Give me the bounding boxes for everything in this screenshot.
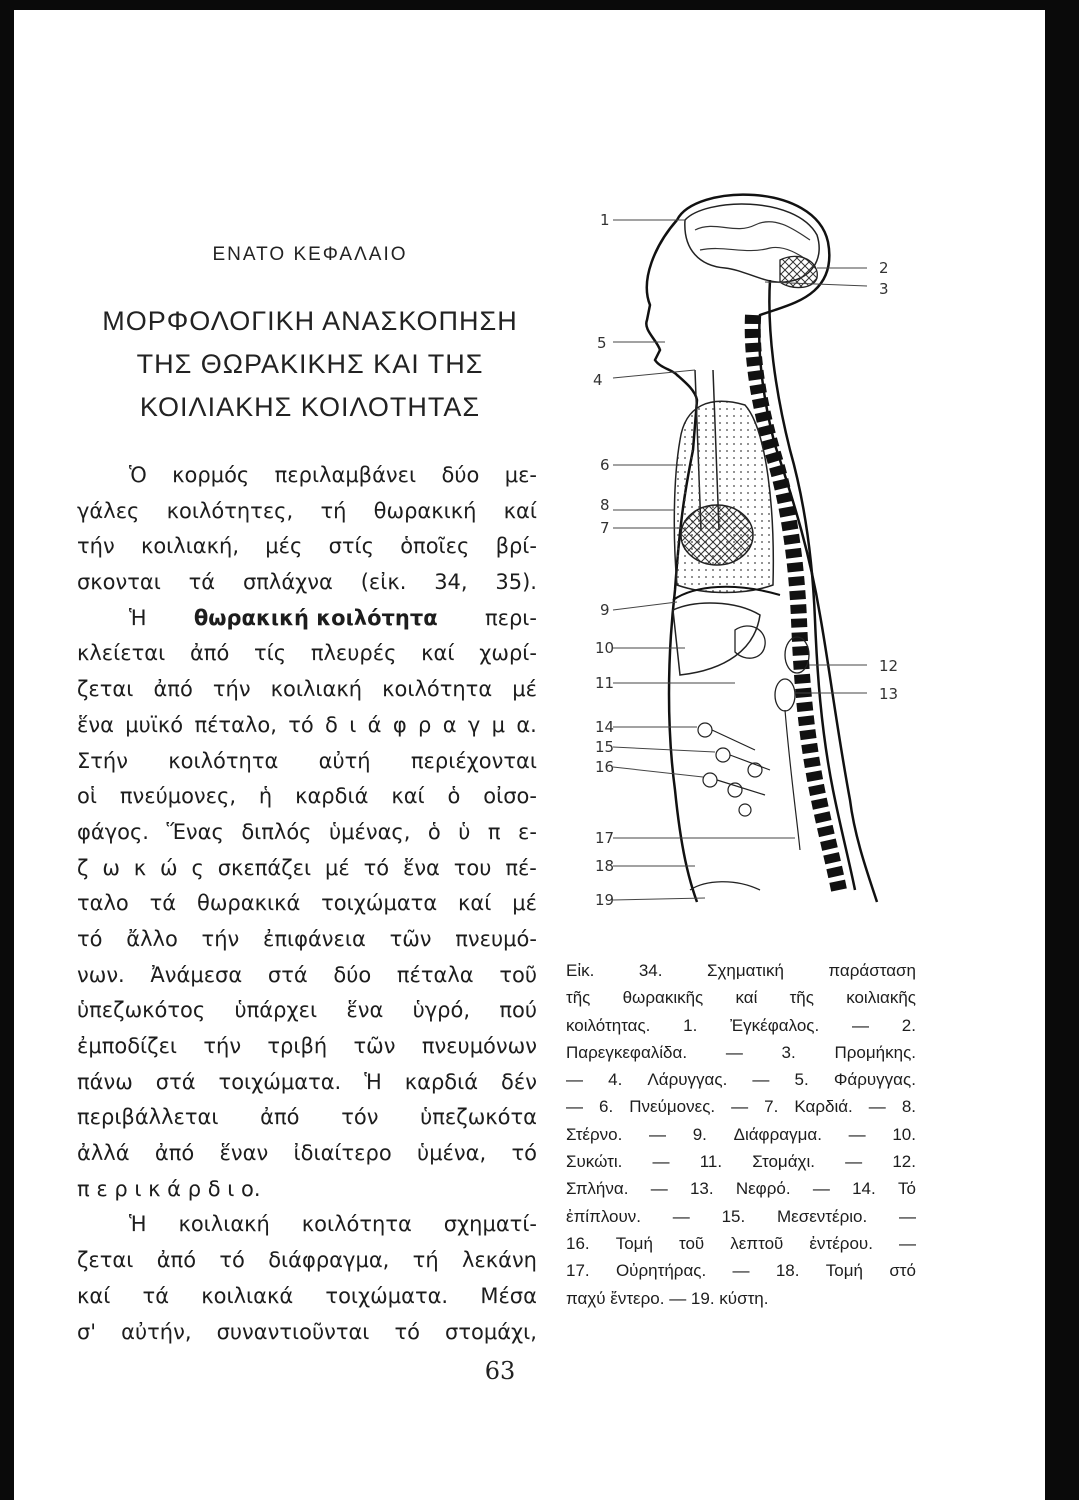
text-word: α. bbox=[516, 712, 537, 737]
text-word: αὐτή bbox=[318, 748, 371, 773]
text-word: Σπλήνα. bbox=[566, 1179, 629, 1199]
text-word: ζεται bbox=[77, 677, 134, 702]
text-word: α bbox=[442, 712, 457, 737]
text-word: οἱ bbox=[77, 784, 97, 809]
figure-label-15: 15 bbox=[595, 738, 615, 756]
text-word: παράσταση bbox=[828, 961, 916, 980]
text-word: Διάφραγμα. bbox=[733, 1124, 822, 1144]
figure-label-8: 8 bbox=[600, 496, 610, 514]
caption-line bbox=[566, 1012, 916, 1039]
text-word: ἀπό bbox=[189, 641, 230, 666]
text-word: ἀπό bbox=[156, 1248, 197, 1273]
text-word: 8. bbox=[901, 1097, 916, 1117]
chapter-label: ΕΝΑΤΟ ΚΕΦΑΛΑΙΟ bbox=[212, 244, 408, 265]
text-word: λεπτοῦ bbox=[730, 1233, 784, 1253]
text-line bbox=[77, 1136, 537, 1172]
text-line bbox=[77, 1100, 537, 1136]
text-word: τήν bbox=[77, 534, 115, 559]
text-word: σκεπάζει bbox=[217, 855, 312, 880]
text-word: τό bbox=[77, 926, 103, 951]
text-word: στό bbox=[889, 1261, 916, 1281]
text-word: ζεται bbox=[77, 1248, 134, 1273]
text-word: κοιλιακή bbox=[270, 677, 363, 702]
text-word: γ bbox=[467, 712, 481, 737]
text-word: τοιχώματα bbox=[321, 891, 438, 916]
text-word: ὑπεζωκότα bbox=[420, 1105, 537, 1130]
text-word: Ἡ bbox=[129, 605, 147, 630]
intestine-loops bbox=[698, 723, 770, 816]
text-word: σ' bbox=[77, 1319, 97, 1344]
text-word: ὁποῖες bbox=[400, 534, 470, 559]
figure-label-19: 19 bbox=[595, 891, 615, 909]
text-word: δύο bbox=[333, 962, 372, 987]
spinal-cord bbox=[769, 280, 855, 890]
text-word: ω bbox=[102, 855, 120, 880]
text-word: Παρεγκεφαλίδα. bbox=[566, 1042, 688, 1062]
text-word: 15. bbox=[721, 1206, 746, 1226]
text-word: πέ- bbox=[505, 855, 537, 880]
caption-line bbox=[566, 1093, 916, 1120]
text-word: τό bbox=[511, 1141, 537, 1166]
text-word: ὁ bbox=[447, 784, 461, 809]
text-line bbox=[77, 886, 537, 922]
text-word: τήν bbox=[212, 677, 251, 702]
text-word: κοιλιακά bbox=[201, 1283, 294, 1308]
text-word: ρ bbox=[418, 712, 432, 737]
text-word: τήν bbox=[201, 926, 240, 951]
text-word: δ bbox=[325, 712, 338, 737]
text-word: περι- bbox=[484, 605, 537, 630]
text-word: τή bbox=[320, 498, 347, 523]
figure-label-17: 17 bbox=[595, 829, 615, 847]
chapter-title bbox=[70, 300, 550, 429]
text-word: 34, bbox=[434, 570, 468, 595]
figure-label-4: 4 bbox=[593, 371, 603, 389]
text-word: καί bbox=[503, 498, 537, 523]
text-word: — bbox=[731, 1097, 749, 1117]
text-line bbox=[77, 744, 537, 780]
text-word: — bbox=[725, 1042, 743, 1062]
caption-line bbox=[566, 1066, 916, 1093]
text-word: τό bbox=[394, 1319, 420, 1344]
text-word: περιβάλλεται bbox=[77, 1105, 219, 1130]
text-word: τοιχώματα. bbox=[218, 1069, 342, 1094]
text-word: — bbox=[732, 1261, 750, 1281]
ureter bbox=[785, 710, 800, 850]
text-word: ὑμένας, bbox=[328, 819, 411, 844]
text-line bbox=[77, 565, 537, 601]
text-line bbox=[77, 1279, 537, 1315]
text-word: ὑγρό, bbox=[412, 998, 471, 1023]
text-word: π bbox=[487, 819, 501, 844]
text-line bbox=[77, 922, 537, 958]
text-word: του bbox=[453, 855, 492, 880]
text-word: Ἕνας bbox=[166, 819, 224, 844]
text-word: τόν bbox=[341, 1105, 379, 1130]
text-word: μές bbox=[265, 534, 303, 559]
heart-icon bbox=[681, 505, 753, 565]
text-line bbox=[77, 601, 537, 637]
text-word: ώ bbox=[160, 855, 178, 880]
vertebral-column bbox=[753, 315, 839, 890]
text-word: τοῦ bbox=[499, 962, 537, 987]
text-word: κοιλιακῆς bbox=[846, 988, 916, 1008]
text-word: νων. bbox=[77, 962, 125, 987]
text-word: πέταλα bbox=[396, 962, 474, 987]
text-word: — bbox=[898, 1206, 916, 1226]
text-line bbox=[77, 1029, 537, 1065]
text-word: Πνεύμονες. bbox=[629, 1097, 716, 1117]
text-word: ἕναν bbox=[219, 1141, 269, 1166]
text-word: πλευρές bbox=[310, 641, 397, 666]
text-word: — bbox=[845, 1152, 863, 1172]
text-word: δέν bbox=[501, 1069, 537, 1094]
text-word: — bbox=[899, 1233, 916, 1253]
text-line: π ε ρ ι κ ά ρ δ ι ο. bbox=[77, 1176, 261, 1201]
text-word: Νεφρό. bbox=[735, 1179, 791, 1199]
text-word: τά bbox=[188, 570, 216, 595]
text-word: δύο bbox=[441, 463, 480, 487]
caption-line bbox=[566, 1121, 916, 1148]
text-word: τῆς bbox=[566, 988, 591, 1008]
text-word: τοιχώματα. bbox=[325, 1283, 449, 1308]
text-word: — bbox=[812, 1179, 830, 1199]
text-word: — bbox=[650, 1179, 668, 1199]
text-word: ς bbox=[191, 855, 204, 880]
text-word: (εἰκ. bbox=[360, 570, 407, 595]
text-word: τοῦ bbox=[679, 1233, 705, 1253]
text-word: καί bbox=[735, 988, 758, 1008]
caption-line bbox=[566, 1203, 916, 1230]
text-line bbox=[77, 958, 537, 994]
text-word: τά bbox=[142, 1283, 170, 1308]
text-word: τῆς bbox=[789, 988, 814, 1008]
caption-line bbox=[566, 1039, 916, 1066]
text-word: ἰδιαίτερο bbox=[293, 1141, 392, 1166]
text-word: σπλάχνα bbox=[242, 570, 333, 595]
text-word: ἡ bbox=[258, 784, 273, 809]
text-line bbox=[77, 1243, 537, 1279]
text-word: Στήν bbox=[77, 748, 128, 773]
text-word: ι bbox=[349, 712, 357, 737]
kidney-icon bbox=[775, 679, 795, 711]
text-word: 11. bbox=[699, 1152, 723, 1172]
text-line bbox=[77, 779, 537, 815]
text-word: κοιλότητες, bbox=[166, 498, 294, 523]
page-number: 63 bbox=[484, 1357, 516, 1385]
caption-line bbox=[566, 957, 916, 984]
text-word: τό bbox=[288, 712, 314, 737]
text-word: αὐτήν, bbox=[121, 1319, 192, 1344]
text-word: ἀπό bbox=[260, 1105, 300, 1130]
figure-label-16: 16 bbox=[595, 758, 615, 776]
text-word: κοιλιακή, bbox=[140, 534, 240, 559]
figure-label-12: 12 bbox=[879, 657, 899, 675]
text-line bbox=[77, 636, 537, 672]
text-word: τό bbox=[219, 1248, 245, 1273]
text-word: καρδιά bbox=[404, 1069, 479, 1094]
text-word: κοιλότητας. bbox=[566, 1015, 651, 1035]
text-word: — bbox=[649, 1124, 667, 1144]
text-word: Καρδιά. bbox=[794, 1097, 853, 1117]
text-word: Οὐρητήρας. bbox=[615, 1261, 707, 1281]
text-word: θωρακικά bbox=[196, 891, 301, 916]
text-word: θωρακικῆς bbox=[622, 988, 704, 1008]
text-word: 9. bbox=[692, 1124, 707, 1144]
text-word: 2. bbox=[901, 1015, 916, 1035]
text-word: καί bbox=[458, 891, 492, 916]
figure-label-3: 3 bbox=[879, 280, 889, 298]
text-word: Στομάχι. bbox=[752, 1152, 815, 1172]
text-word: κοιλότητα bbox=[301, 1212, 412, 1237]
text-word: ἐπίπλουν. bbox=[566, 1206, 642, 1226]
caption-line bbox=[566, 1230, 916, 1257]
text-word: πάνω bbox=[77, 1069, 133, 1094]
figure-label-10: 10 bbox=[595, 639, 615, 657]
text-word: Στέρνο. bbox=[566, 1124, 623, 1144]
chapter-title-line: ΚΟΙΛΙΑΚΗΣ ΚΟΙΛΟΤΗΤΑΣ bbox=[139, 392, 481, 422]
bladder-icon bbox=[690, 882, 760, 890]
text-line bbox=[77, 993, 537, 1029]
text-word: — bbox=[652, 1152, 670, 1172]
text-word: — bbox=[752, 1070, 770, 1090]
text-word: διάφραγμα, bbox=[268, 1248, 390, 1273]
figure-label-14: 14 bbox=[595, 718, 615, 736]
text-word: μυϊκό bbox=[125, 712, 184, 737]
anatomy-diagram bbox=[585, 190, 915, 910]
text-word: 7. bbox=[764, 1097, 779, 1117]
text-word: — bbox=[852, 1015, 869, 1035]
text-word: πού bbox=[499, 998, 537, 1023]
figure-label-5: 5 bbox=[597, 334, 607, 352]
text-word: Προμήκης. bbox=[834, 1042, 916, 1062]
text-word: φάγος. bbox=[77, 819, 149, 844]
text-word: περιέχονται bbox=[410, 748, 537, 773]
text-word: — bbox=[848, 1124, 866, 1144]
text-word: λεκάνη bbox=[461, 1248, 537, 1273]
text-word: ά bbox=[367, 712, 382, 737]
text-word: ἀπό bbox=[154, 1141, 195, 1166]
text-word: καί bbox=[77, 1283, 111, 1308]
text-word: κοιλιακή bbox=[178, 1212, 270, 1237]
text-word: διπλός bbox=[241, 819, 312, 844]
text-word: 5. bbox=[794, 1070, 809, 1090]
text-word: 1. bbox=[683, 1015, 698, 1035]
chapter-title-line: ΜΟΡΦΟΛΟΓΙΚΗ ΑΝΑΣΚΟΠΗΣΗ bbox=[102, 306, 518, 336]
text-word: 18. bbox=[775, 1261, 800, 1281]
body-text bbox=[77, 458, 537, 1350]
text-word: Φάρυγγας. bbox=[833, 1070, 916, 1090]
text-word: Τό bbox=[897, 1179, 916, 1199]
caption-line bbox=[566, 1257, 916, 1284]
text-word: ὁ bbox=[427, 819, 441, 844]
text-line bbox=[77, 529, 537, 565]
figure-label-6: 6 bbox=[600, 456, 610, 474]
text-line bbox=[77, 708, 537, 744]
text-word: πνευμό- bbox=[455, 926, 537, 951]
text-word: Ἐγκέφαλος. bbox=[730, 1015, 820, 1035]
text-word: πέταλο, bbox=[194, 712, 277, 737]
text-word: καί bbox=[391, 784, 425, 809]
text-line bbox=[77, 672, 537, 708]
scan-top-edge bbox=[0, 0, 1079, 10]
text-word: ἐμποδίζει bbox=[77, 1034, 178, 1058]
text-word: με- bbox=[504, 463, 537, 487]
text-word: Ἡ bbox=[129, 1212, 147, 1237]
figure-caption bbox=[566, 957, 916, 1312]
text-word: Ἡ bbox=[364, 1069, 382, 1094]
text-word: ἕνα bbox=[402, 855, 440, 880]
text-word: 17. bbox=[566, 1261, 590, 1281]
figure-label-2: 2 bbox=[879, 259, 889, 277]
text-word: καί bbox=[421, 641, 455, 666]
text-word: μέ bbox=[512, 891, 537, 916]
text-word: 35). bbox=[495, 570, 537, 595]
text-word: ζ bbox=[77, 855, 89, 880]
text-word: ταλο bbox=[77, 891, 129, 916]
text-word: 4. bbox=[608, 1070, 623, 1090]
text-word: Συκώτι. bbox=[566, 1152, 623, 1172]
text-word: — bbox=[868, 1097, 886, 1117]
text-line bbox=[77, 458, 537, 494]
text-word: Εἰκ. bbox=[566, 961, 595, 980]
text-word: 12. bbox=[892, 1152, 916, 1172]
text-word: καρδιά bbox=[295, 784, 369, 809]
text-word: γάλες bbox=[77, 498, 140, 523]
text-word: μέ bbox=[325, 855, 350, 880]
text-word: τριβή bbox=[267, 1034, 328, 1058]
text-word: Μέσα bbox=[480, 1283, 537, 1308]
text-word: ἀπό bbox=[153, 677, 193, 702]
text-word: Ὁ bbox=[129, 463, 147, 487]
text-word: — bbox=[566, 1070, 583, 1090]
text-word: ἕνα bbox=[77, 712, 114, 737]
text-word: στίς bbox=[328, 534, 374, 559]
figure-label-13: 13 bbox=[879, 685, 899, 703]
text-word: 10. bbox=[892, 1124, 916, 1144]
text-line bbox=[77, 1207, 537, 1243]
text-word: ὑπεζωκότος bbox=[77, 998, 206, 1023]
text-word: κ bbox=[133, 855, 147, 880]
text-word: Τομή bbox=[825, 1261, 863, 1281]
caption-line bbox=[566, 984, 916, 1011]
text-word: βρί- bbox=[495, 534, 537, 559]
text-word: ἐντέρου. bbox=[809, 1233, 873, 1253]
bold-term: θωρακική κοιλότητα bbox=[193, 605, 438, 630]
text-word: μ bbox=[491, 712, 505, 737]
caption-line bbox=[566, 1148, 916, 1175]
liver-icon bbox=[673, 603, 760, 675]
text-word: τῶν bbox=[353, 1034, 396, 1058]
text-word: τή bbox=[412, 1248, 439, 1273]
text-line bbox=[77, 851, 537, 887]
text-word: Μεσεντέριο. bbox=[776, 1206, 868, 1226]
text-word: σχηματί- bbox=[443, 1212, 537, 1237]
text-word: τό bbox=[363, 855, 390, 880]
text-word: ἄλλο bbox=[126, 926, 178, 951]
text-word: Σχηματική bbox=[706, 961, 784, 980]
figure-label-1: 1 bbox=[600, 211, 610, 229]
text-word: — bbox=[672, 1206, 690, 1226]
text-word: κοιλότητα bbox=[168, 748, 279, 773]
caption-line bbox=[566, 1175, 916, 1202]
chapter-title-line: ΤΗΣ ΘΩΡΑΚΙΚΗΣ ΚΑΙ ΤΗΣ bbox=[136, 349, 484, 379]
text-word: 6. bbox=[599, 1097, 614, 1117]
text-word: 3. bbox=[781, 1042, 796, 1062]
text-word: σκονται bbox=[77, 570, 161, 595]
text-word: στομάχι, bbox=[445, 1319, 537, 1344]
text-word: πνεύμονες, bbox=[119, 784, 237, 809]
text-word: θωρακική bbox=[373, 498, 477, 523]
text-line bbox=[77, 1315, 537, 1351]
text-word: τίς bbox=[254, 641, 287, 666]
text-line bbox=[77, 815, 537, 851]
text-word: ὑμένα, bbox=[417, 1141, 487, 1166]
text-word: ε- bbox=[517, 819, 537, 844]
text-word: κορμός bbox=[172, 463, 250, 487]
text-word: φ bbox=[392, 712, 407, 737]
text-word: περιλαμβάνει bbox=[274, 463, 417, 487]
caption-line: παχύ ἔντερο. — 19. κύστη. bbox=[566, 1288, 769, 1308]
text-word: πνευμόνων bbox=[421, 1034, 537, 1058]
text-word: ὑ bbox=[458, 819, 471, 844]
text-word: ὑπάρχει bbox=[234, 998, 318, 1023]
figure-label-7: 7 bbox=[600, 519, 610, 537]
figure-label-18: 18 bbox=[595, 857, 615, 875]
figure-label-9: 9 bbox=[600, 601, 610, 619]
text-word: μέ bbox=[512, 677, 537, 702]
figure-label-11: 11 bbox=[595, 674, 615, 692]
text-word: οἰσο- bbox=[483, 784, 537, 809]
text-word: Τομή bbox=[615, 1233, 653, 1253]
text-word: τά bbox=[149, 891, 177, 916]
text-word: 34. bbox=[638, 961, 663, 980]
text-word: στά bbox=[267, 962, 308, 987]
text-word: κοιλότητα bbox=[382, 677, 493, 702]
text-word: ἕνα bbox=[346, 998, 384, 1023]
text-word: στά bbox=[155, 1069, 196, 1094]
text-word: 16. bbox=[566, 1233, 590, 1253]
text-word: συναντιοῦνται bbox=[216, 1319, 370, 1344]
text-word: τῶν bbox=[389, 926, 432, 951]
text-word: τήν bbox=[203, 1034, 242, 1058]
text-word: κλείεται bbox=[77, 641, 166, 666]
text-line bbox=[77, 1065, 537, 1101]
text-word: Λάρυγγας. bbox=[647, 1070, 728, 1090]
text-word: — bbox=[566, 1097, 583, 1117]
text-word: χωρί- bbox=[479, 641, 537, 666]
text-word: ἀλλά bbox=[77, 1141, 130, 1166]
text-word: 13. bbox=[689, 1179, 714, 1199]
text-line bbox=[77, 494, 537, 530]
text-word: Ἀνάμεσα bbox=[150, 962, 243, 987]
text-word: ἐπιφάνεια bbox=[262, 926, 366, 951]
text-word: 14. bbox=[852, 1179, 876, 1199]
